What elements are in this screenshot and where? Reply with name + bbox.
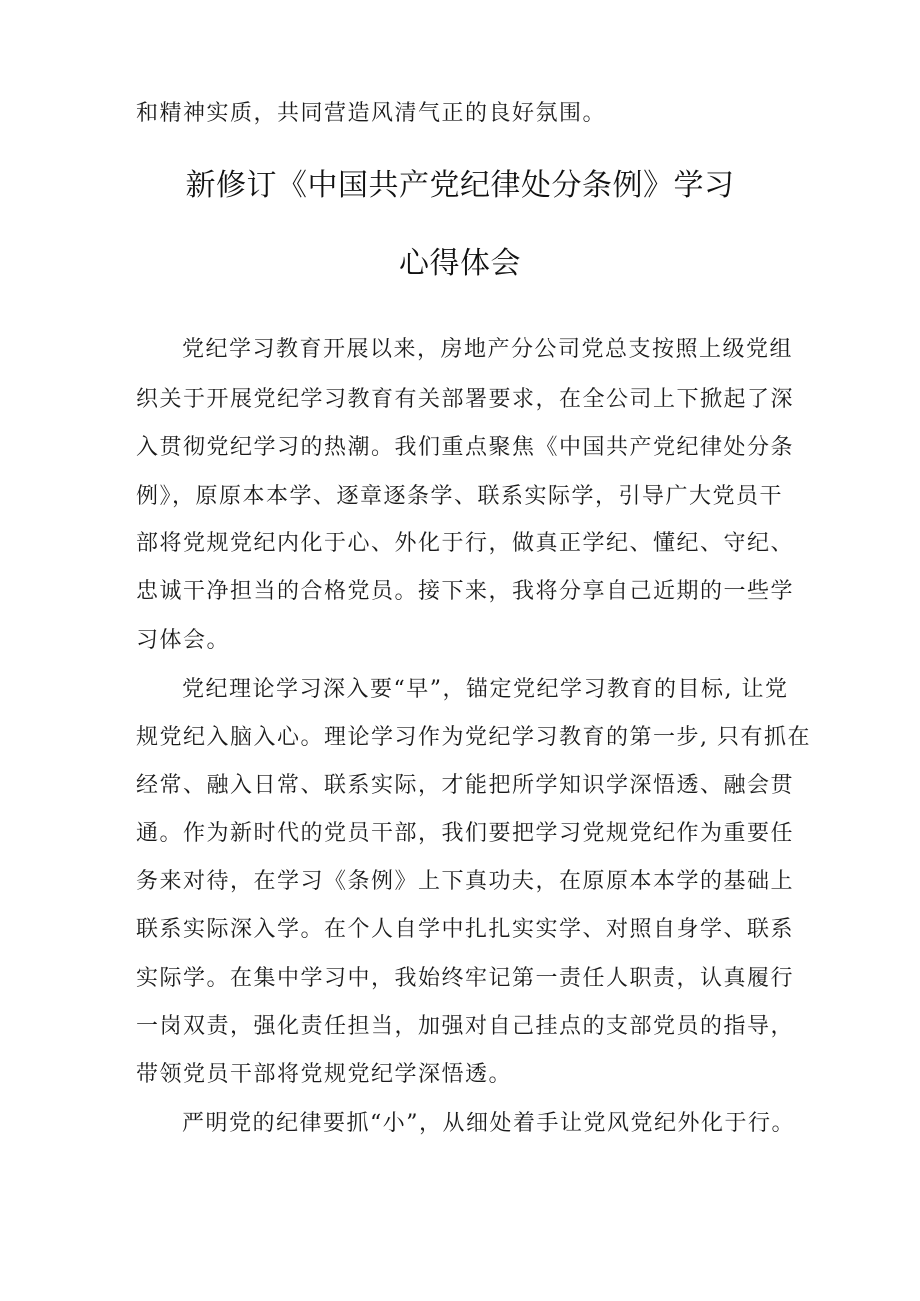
paragraph-line: 习体会。: [136, 628, 231, 653]
paragraph-line: 联系实际深入学。在个人自学中扎扎实实学、对照自身学、联系: [136, 917, 795, 942]
paragraph-line: 党纪理论学习深入要“早”，锚定党纪学习教育的目标, 让党: [182, 677, 789, 702]
paragraph-line: 实际学。在集中学习中，我始终牢记第一责任人职责，认真履行: [136, 966, 795, 991]
paragraph-line: 带领党员干部将党规党纪学深悟透。: [136, 1062, 513, 1087]
paragraph-line: 入贯彻党纪学习的热潮。我们重点聚焦《中国共产党纪律处分条: [136, 435, 795, 460]
text-line-continuation: 和精神实质，共同营造风清气正的良好氛围。: [136, 101, 607, 126]
paragraph-line: 通。作为新时代的党员干部，我们要把学习党规党纪作为重要任: [136, 821, 795, 846]
paragraph-line: 务来对待，在学习《条例》上下真功夫，在原原本本学的基础上: [136, 869, 795, 894]
paragraph-line: 织关于开展党纪学习教育有关部署要求，在全公司上下掀起了深: [136, 387, 795, 412]
document-title-line-1: 新修订《中国共产党纪律处分条例》学习: [185, 168, 735, 203]
paragraph-line: 规党纪入脑入心。理论学习作为党纪学习教育的第一步, 只有抓在: [136, 725, 811, 750]
paragraph-line: 一岗双责，强化责任担当，加强对自己挂点的支部党员的指导，: [136, 1014, 795, 1039]
paragraph-line: 例》，原原本本学、逐章逐条学、联系实际学，引导广大党员干: [136, 484, 784, 509]
paragraph-line: 严明党的纪律要抓“小”，从细处着手让党风党纪外化于行。: [182, 1111, 795, 1136]
document-title-line-2: 心得体会: [399, 246, 521, 281]
paragraph-line: 忠诚干净担当的合格党员。接下来，我将分享自己近期的一些学: [136, 579, 795, 604]
paragraph-line: 经常、融入日常、联系实际，才能把所学知识学深悟透、融会贯: [136, 773, 795, 798]
paragraph-line: 党纪学习教育开展以来，房地产分公司党总支按照上级党组: [182, 337, 794, 362]
paragraph-line: 部将党规党纪内化于心、外化于行，做真正学纪、懂纪、守纪、: [136, 531, 795, 556]
